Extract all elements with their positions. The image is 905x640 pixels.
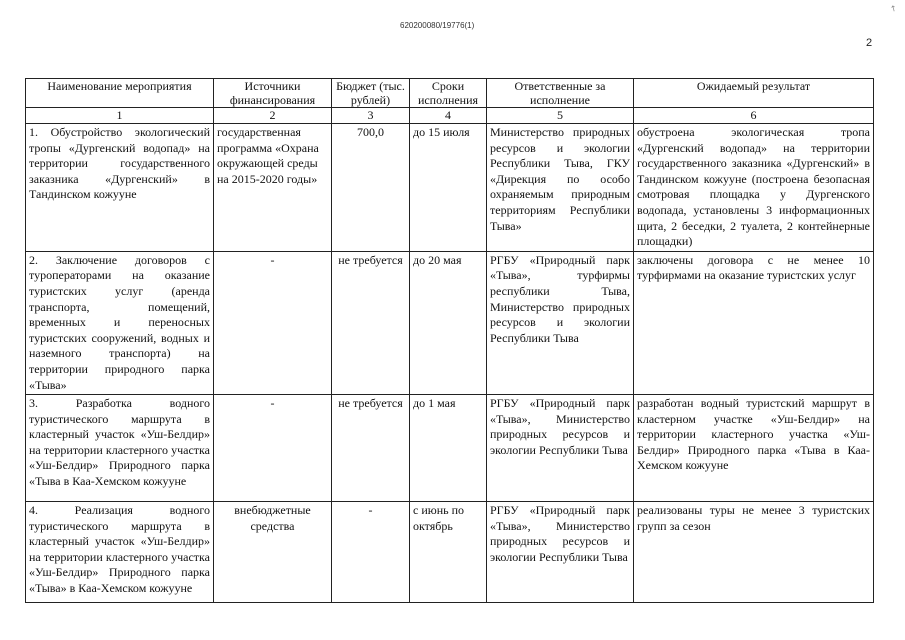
- col-header-result: Ожидаемый результат: [634, 79, 874, 108]
- col-number: 4: [410, 108, 487, 124]
- table-row: [26, 502, 874, 603]
- cell-name: 1. Обустройство экологический тропы «Дургенский водопад» на территории государственного заказника «Дургенский» в Тандинском кожууне: [26, 124, 214, 252]
- column-number-row: [26, 108, 874, 124]
- cell-budget: 700,0: [332, 124, 410, 252]
- corner-mark: ↗: [887, 3, 899, 14]
- cell-budget: не требуется: [332, 251, 410, 394]
- cell-deadline: до 1 мая: [410, 395, 487, 502]
- cell-funding: -: [214, 395, 332, 502]
- cell-result: обустроена экологическая тропа «Дургенский водопад» на территории государственного заказника «Дургенский» в Тандинском кожууне (построена безопасная смотровая площадка у Дургенского водопада, установлены 3 информационных щита, 2 беседки, 2 туалета, 2 контейнерные площадки): [634, 124, 874, 252]
- col-number: 3: [332, 108, 410, 124]
- cell-name: 4. Реализация водного туристического маршрута в кластерный участок «Уш-Белдир» на территории кластерного участка «Уш-Белдир» Природного парка «Тыва» в Каа-Хемском кожууне: [26, 502, 214, 603]
- col-number: 5: [487, 108, 634, 124]
- table-row: [26, 395, 874, 502]
- table-row: [26, 124, 874, 252]
- col-number: 1: [26, 108, 214, 124]
- cell-responsible: РГБУ «Природный парк «Тыва», Министерство природных ресурсов и экологии Республики Тыва: [487, 502, 634, 603]
- cell-responsible: РГБУ «Природный парк «Тыва», Министерство природных ресурсов и экологии Республики Тыва: [487, 395, 634, 502]
- cell-result: разработан водный туристский маршрут в кластерном участке «Уш-Белдир» на территории кластерного участка «Уш-Белдир» Природного парка «Тыва в Каа-Хемском кожууне: [634, 395, 874, 502]
- cell-name: 3. Разработка водного туристического маршрута в кластерный участок «Уш-Белдир» на территории кластерного участка «Уш-Белдир» Природного парка «Тыва в Каа-Хемском кожууне: [26, 395, 214, 502]
- cell-result: реализованы туры не менее 3 туристских групп за сезон: [634, 502, 874, 603]
- col-number: 2: [214, 108, 332, 124]
- cell-responsible: РГБУ «Природный парк «Тыва», турфирмы республики Тыва, Министерство природных ресурсов и экологии Республики Тыва: [487, 251, 634, 394]
- cell-funding: -: [214, 251, 332, 394]
- header-row: [26, 79, 874, 108]
- action-plan-table: [25, 78, 874, 603]
- cell-funding: внебюджетные средства: [214, 502, 332, 603]
- col-header-deadline: Сроки исполнения: [410, 79, 487, 108]
- cell-name: 2. Заключение договоров с туроператорами на оказание туристских услуг (аренда транспорта, помещений, временных и переносных туристских сооружений, водных и наземного транспорта) на территории природного парка «Тыва»: [26, 251, 214, 394]
- page-number: 2: [866, 37, 873, 49]
- cell-deadline: до 15 июля: [410, 124, 487, 252]
- table-row: [26, 251, 874, 394]
- col-header-responsible: Ответственные за исполнение: [487, 79, 634, 108]
- col-header-funding: Источники финансирования: [214, 79, 332, 108]
- cell-funding: государственная программа «Охрана окружающей среды на 2015-2020 годы»: [214, 124, 332, 252]
- col-header-name: Наименование мероприятия: [26, 79, 214, 108]
- cell-result: заключены договора с не менее 10 турфирмами на оказание туристских услуг: [634, 251, 874, 394]
- document-id: 620200080/19776(1): [400, 21, 475, 30]
- cell-budget: -: [332, 502, 410, 603]
- cell-responsible: Министерство природных ресурсов и экологии Республики Тыва, ГКУ «Дирекция по особо охраняемым природным территориям Республики Тыва»: [487, 124, 634, 252]
- col-number: 6: [634, 108, 874, 124]
- col-header-budget: Бюджет (тыс. рублей): [332, 79, 410, 108]
- cell-deadline: с июнь по октябрь: [410, 502, 487, 603]
- cell-budget: не требуется: [332, 395, 410, 502]
- cell-deadline: до 20 мая: [410, 251, 487, 394]
